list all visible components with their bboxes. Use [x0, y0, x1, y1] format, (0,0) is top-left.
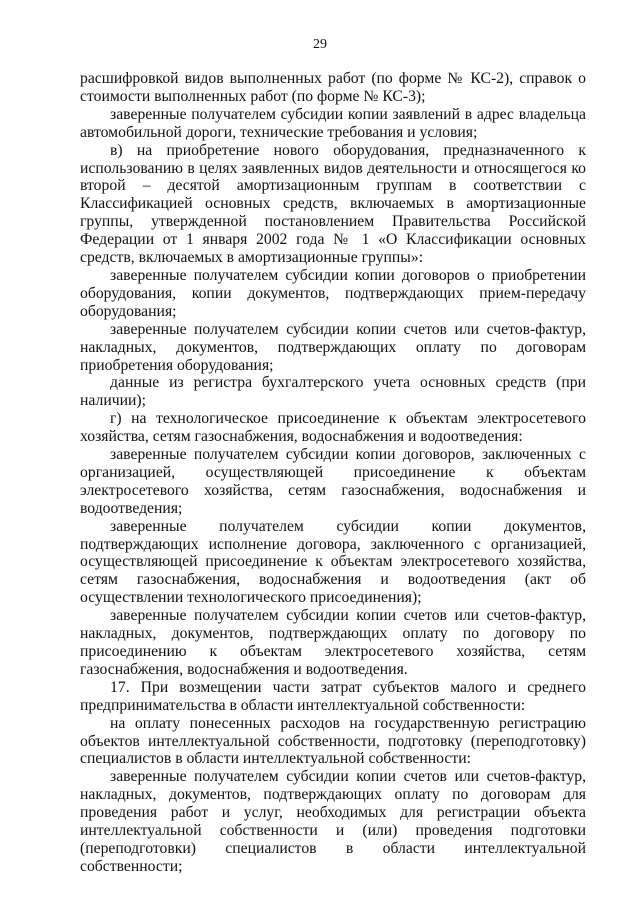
paragraph: г) на технологическое присоединение к объектам электросетевого хозяйства, сетям газоснабжения, водоснабжения и водоотведения:	[80, 410, 586, 446]
paragraph: заверенные получателем субсидии копии договоров, заключенных с организацией, осуществляющей присоединение к объектам электросетевого хозяйства, сетям газоснабжения, водоснабжения и водоотведения;	[80, 446, 586, 517]
paragraph: на оплату понесенных расходов на государственную регистрацию объектов интеллектуальной собственности, подготовку (переподготовку) специалистов в области интеллектуальной собственности:	[80, 714, 586, 768]
paragraph: заверенные получателем субсидии копии счетов или счетов-фактур, накладных, документов, подтверждающих оплату по договору по присоединению к объектам электросетевого хозяйства, сетям газоснабжения, водоснабжения и водоотведения.	[80, 607, 586, 678]
paragraph: заверенные получателем субсидии копии документов, подтверждающих исполнение договора, заключенного с организацией, осуществляющей присоединение к объектам электросетевого хозяйства, сетям газоснабжения, водоснабжения и водоотведения (акт об осуществлении технологического присоединения);	[80, 517, 586, 607]
page-number: 29	[313, 37, 327, 52]
document-body	[80, 70, 586, 876]
paragraph: заверенные получателем субсидии копии счетов или счетов-фактур, накладных, документов, подтверждающих оплату по договорам приобретения оборудования;	[80, 320, 586, 374]
paragraph: 17. При возмещении части затрат субъектов малого и среднего предпринимательства в области интеллектуальной собственности:	[80, 678, 586, 714]
paragraph: в) на приобретение нового оборудования, предназначенного к использованию в целях заявленных видов деятельности и относящегося ко второй – десятой амортизационным группам в соответствии с Классификацией основных средств, включаемых в амортизационные группы, утвержденной постановлением Правительства Российской Федерации от 1 января 2002 года № 1 «О Классификации основных средств, включаемых в амортизационные группы»:	[80, 141, 586, 267]
paragraph: заверенные получателем субсидии копии договоров о приобретении оборудования, копии документов, подтверждающих прием-передачу оборудования;	[80, 266, 586, 320]
paragraph: расшифровкой видов выполненных работ (по форме № КС-2), справок о стоимости выполненных работ (по форме № КС-3);	[80, 70, 586, 105]
paragraph: заверенные получателем субсидии копии счетов или счетов-фактур, накладных, документов, подтверждающих оплату по договорам для проведения работ и услуг, необходимых для регистрации объекта интеллектуальной собственности и (или) проведения подготовки (переподготовки) специалистов в области интеллектуальной собственности;	[80, 768, 586, 875]
paragraph: заверенные получателем субсидии копии заявлений в адрес владельца автомобильной дороги, технические требования и условия;	[80, 105, 586, 141]
paragraph: данные из регистра бухгалтерского учета основных средств (при наличии);	[80, 374, 586, 410]
